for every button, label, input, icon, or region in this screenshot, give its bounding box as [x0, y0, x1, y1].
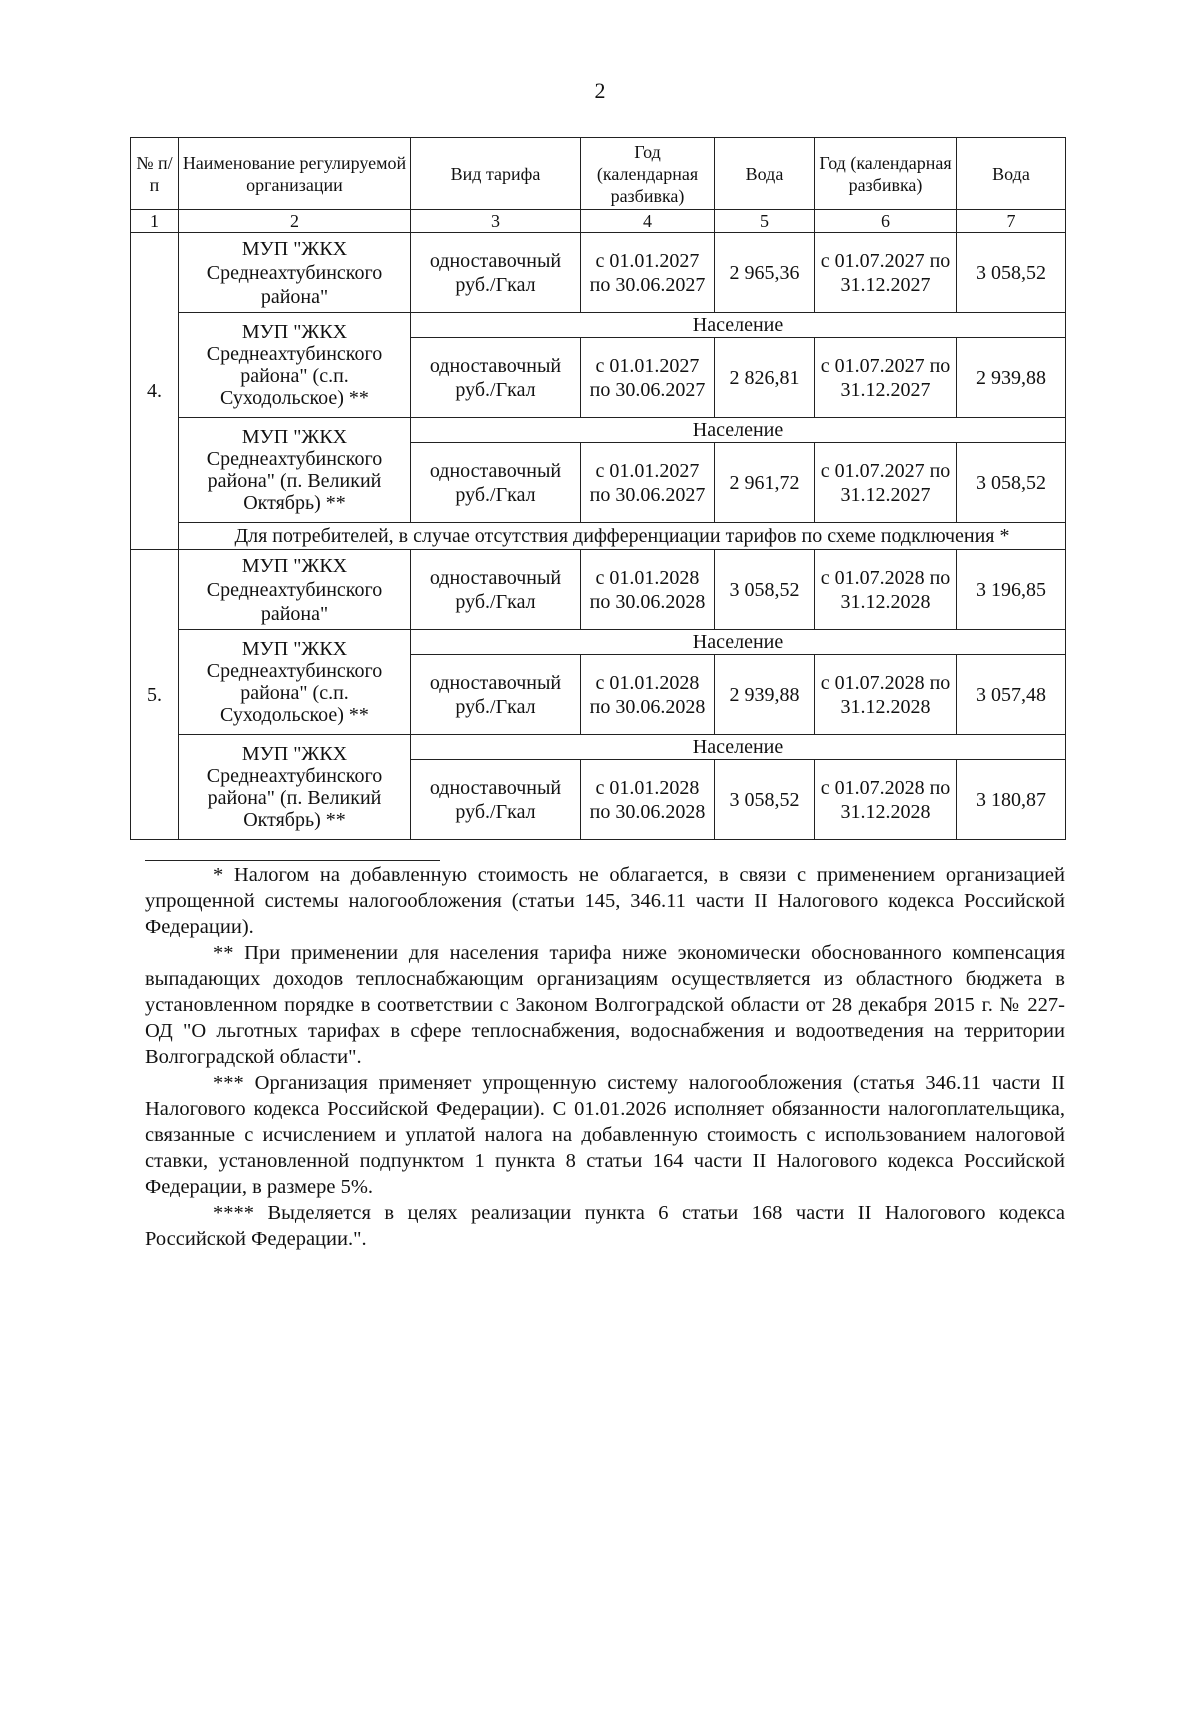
colnum-7: 7	[957, 210, 1066, 233]
row-num-4: 4.	[131, 233, 179, 550]
tariff-type: одноставочный руб./Гкал	[411, 760, 581, 840]
header-year-1: Год (календарная разбивка)	[581, 138, 715, 210]
population-label: Население	[411, 630, 1066, 655]
water-value-2: 3 057,48	[957, 655, 1066, 735]
tariff-type: одноставочный руб./Гкал	[411, 550, 581, 630]
period-2: с 01.07.2028 по 31.12.2028	[815, 760, 957, 840]
footnote-2: ** При применении для населения тарифа ниже экономически обоснованного компенсация выпадающих доходов теплоснабжающим организациям осуществляется из областного бюджета в установленном порядке в соответствии с Законом Волгоградской области от 28 декабря 2015 г. № 227-ОД "О льготных тарифах в сфере теплоснабжения, водоснабжения и водоотведения на территории Волгоградской области".	[145, 942, 1065, 1068]
population-label: Население	[411, 418, 1066, 443]
footnotes	[145, 862, 1065, 1252]
tariff-type: одноставочный руб./Гкал	[411, 233, 581, 313]
water-value-1: 2 965,36	[715, 233, 815, 313]
tariff-type: одноставочный руб./Гкал	[411, 338, 581, 418]
period-2: с 01.07.2027 по 31.12.2027	[815, 443, 957, 523]
org-name: МУП "ЖКХ Среднеахтубинского района" (с.п. Суходольское) **	[179, 313, 411, 418]
water-value-2: 3 196,85	[957, 550, 1066, 630]
row-num-5: 5.	[131, 550, 179, 840]
table-row	[131, 630, 1066, 655]
period-2: с 01.07.2028 по 31.12.2028	[815, 655, 957, 735]
footnote-separator	[145, 860, 440, 861]
table-row	[131, 233, 1066, 313]
table-row	[131, 735, 1066, 760]
org-name: МУП "ЖКХ Среднеахтубинского района" (с.п. Суходольское) **	[179, 630, 411, 735]
tariff-type: одноставочный руб./Гкал	[411, 443, 581, 523]
org-name: МУП "ЖКХ Среднеахтубинского района" (п. Великий Октябрь) **	[179, 418, 411, 523]
header-water-1: Вода	[715, 138, 815, 210]
period-2: с 01.07.2028 по 31.12.2028	[815, 550, 957, 630]
footnote-1: * Налогом на добавленную стоимость не облагается, в связи с применением организацией упрощенной системы налогообложения (статьи 145, 346.11 части II Налогового кодекса Российской Федерации).	[145, 864, 1065, 938]
colnum-3: 3	[411, 210, 581, 233]
period-1: с 01.01.2028 по 30.06.2028	[581, 760, 715, 840]
period-2: с 01.07.2027 по 31.12.2027	[815, 233, 957, 313]
header-row	[131, 138, 1066, 210]
period-1: с 01.01.2027 по 30.06.2027	[581, 338, 715, 418]
table-row	[131, 550, 1066, 630]
water-value-1: 2 961,72	[715, 443, 815, 523]
org-name: МУП "ЖКХ Среднеахтубинского района"	[179, 550, 411, 630]
population-label: Население	[411, 313, 1066, 338]
table-row	[131, 418, 1066, 443]
page-number: 2	[594, 78, 606, 103]
colnum-4: 4	[581, 210, 715, 233]
period-2: с 01.07.2027 по 31.12.2027	[815, 338, 957, 418]
colnum-2: 2	[179, 210, 411, 233]
water-value-1: 2 826,81	[715, 338, 815, 418]
water-value-1: 3 058,52	[715, 550, 815, 630]
footnote-3: *** Организация применяет упрощенную систему налогообложения (статья 346.11 части II Налогового кодекса Российской Федерации). С 01.01.2026 исполняет обязанности налогоплательщика, связанные с исчислением и уплатой налога на добавленную стоимость с использованием налоговой ставки, установленной подпунктом 1 пункта 8 статьи 164 части II Налогового кодекса Российской Федерации, в размере 5%.	[145, 1072, 1065, 1198]
org-name: МУП "ЖКХ Среднеахтубинского района"	[179, 233, 411, 313]
period-1: с 01.01.2027 по 30.06.2027	[581, 233, 715, 313]
org-name: МУП "ЖКХ Среднеахтубинского района" (п. Великий Октябрь) **	[179, 735, 411, 840]
colnum-1: 1	[131, 210, 179, 233]
column-numbers-row	[131, 210, 1066, 233]
water-value-1: 3 058,52	[715, 760, 815, 840]
header-num: № п/п	[131, 138, 179, 210]
water-value-2: 3 180,87	[957, 760, 1066, 840]
water-value-1: 2 939,88	[715, 655, 815, 735]
tariff-type: одноставочный руб./Гкал	[411, 655, 581, 735]
header-water-2: Вода	[957, 138, 1066, 210]
water-value-2: 3 058,52	[957, 233, 1066, 313]
table-row	[131, 523, 1066, 550]
section-note: Для потребителей, в случае отсутствия дифференциации тарифов по схеме подключения *	[179, 523, 1066, 550]
population-label: Население	[411, 735, 1066, 760]
water-value-2: 2 939,88	[957, 338, 1066, 418]
water-value-2: 3 058,52	[957, 443, 1066, 523]
tariff-table	[130, 137, 1066, 840]
header-year-2: Год (календарная разбивка)	[815, 138, 957, 210]
colnum-5: 5	[715, 210, 815, 233]
table-row	[131, 313, 1066, 338]
period-1: с 01.01.2028 по 30.06.2028	[581, 550, 715, 630]
header-tariff-type: Вид тарифа	[411, 138, 581, 210]
footnote-4: **** Выделяется в целях реализации пункта 6 статьи 168 части II Налогового кодекса Российской Федерации.".	[145, 1202, 1065, 1250]
colnum-6: 6	[815, 210, 957, 233]
period-1: с 01.01.2028 по 30.06.2028	[581, 655, 715, 735]
period-1: с 01.01.2027 по 30.06.2027	[581, 443, 715, 523]
header-org: Наименование регулируемой организации	[179, 138, 411, 210]
